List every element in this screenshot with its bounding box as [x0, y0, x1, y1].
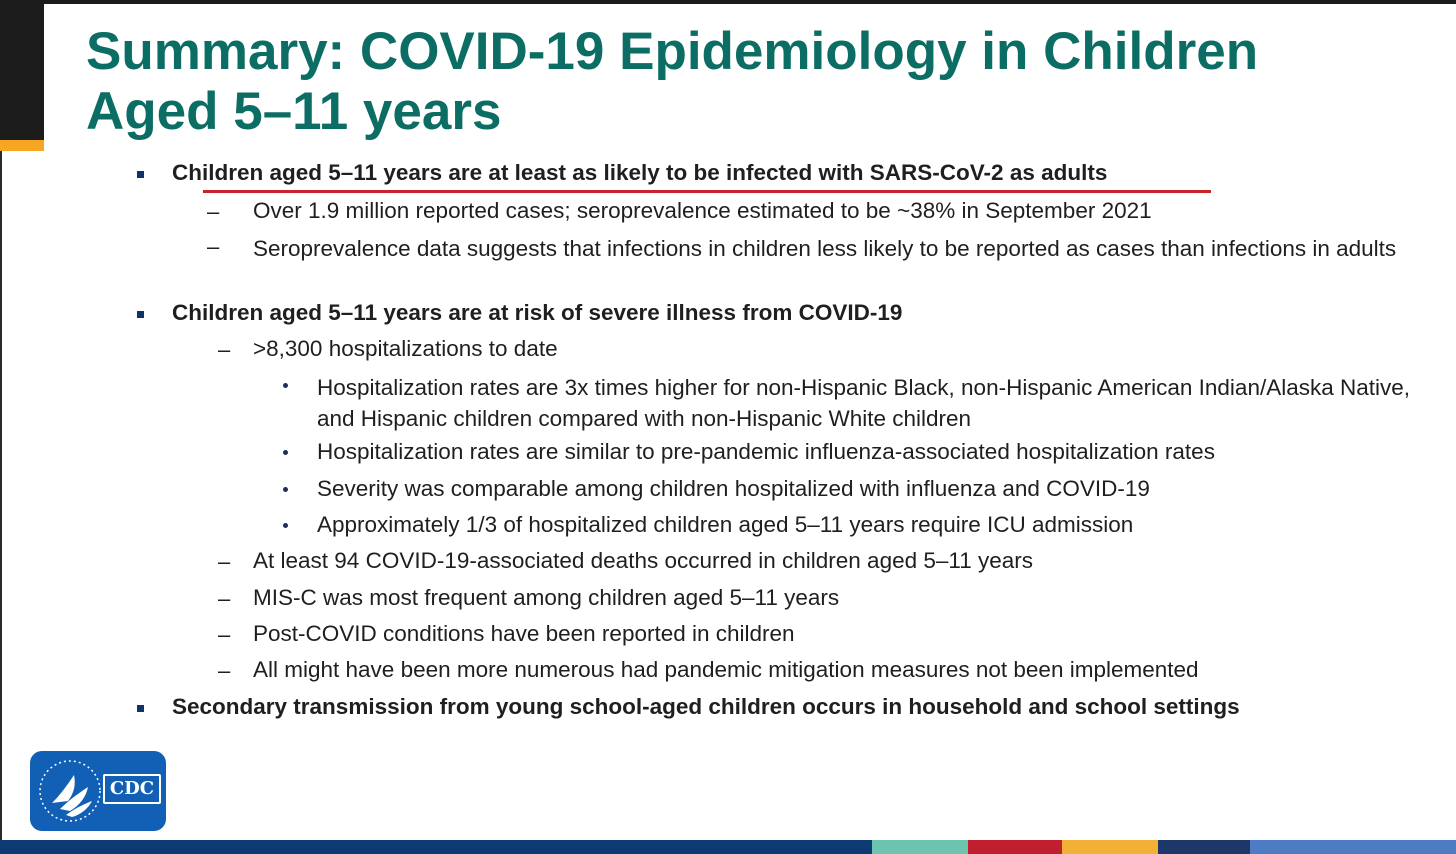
- dash-bullet-icon: –: [218, 622, 231, 647]
- footer-segment-red: [968, 840, 1062, 854]
- bullet-l2-cases: Over 1.9 million reported cases; seroprevalence estimated to be ~38% in September 2021: [253, 198, 1152, 223]
- footer-segment-blue: [1250, 840, 1456, 854]
- square-bullet-icon: [137, 171, 144, 178]
- dash-bullet-icon: –: [218, 586, 231, 611]
- bullet-l2-post-covid: Post-COVID conditions have been reported in children: [253, 621, 795, 646]
- cdc-logo-label: CDC: [103, 774, 161, 804]
- dash-bullet-icon: –: [218, 549, 231, 574]
- bullet-l2-mis-c: MIS-C was most frequent among children aged 5–11 years: [253, 585, 840, 610]
- bullet-l2-mitigation: All might have been more numerous had pandemic mitigation measures not been implemented: [253, 657, 1199, 682]
- dot-bullet-icon: [283, 523, 288, 528]
- footer-segment-teal: [872, 840, 968, 854]
- bullet-l1-infection: Children aged 5–11 years are at least as likely to be infected with SARS-CoV-2 as adults: [172, 160, 1108, 185]
- footer-segment-navy: [0, 840, 872, 854]
- footer-color-bar: [0, 840, 1456, 854]
- bullet-l1-transmission: Secondary transmission from young school-aged children occurs in household and school settings: [172, 694, 1240, 719]
- dash-bullet-icon: –: [207, 199, 220, 224]
- bullet-l2-seroprevalence: Seroprevalence data suggests that infections in children less likely to be reported as cases than infections in adults: [253, 236, 1397, 261]
- dash-bullet-icon: –: [207, 234, 220, 259]
- dot-bullet-icon: [283, 383, 288, 388]
- footer-segment-gold: [1062, 840, 1158, 854]
- square-bullet-icon: [137, 311, 144, 318]
- bullet-l2-hospitalizations: >8,300 hospitalizations to date: [253, 336, 558, 361]
- square-bullet-icon: [137, 705, 144, 712]
- footer-segment-dark-navy: [1158, 840, 1250, 854]
- dot-bullet-icon: [283, 487, 288, 492]
- slide-title-line1: Summary: COVID-19 Epidemiology in Children: [86, 22, 1259, 81]
- bullet-l3-severity: Severity was comparable among children hospitalized with influenza and COVID-19: [317, 476, 1150, 501]
- slide-title-line2: Aged 5–11 years: [86, 82, 502, 141]
- dash-bullet-icon: –: [218, 658, 231, 683]
- bullet-l3-rates-similar: Hospitalization rates are similar to pre-pandemic influenza-associated hospitalization rates: [317, 439, 1215, 464]
- bullet-l2-deaths: At least 94 COVID-19-associated deaths occurred in children aged 5–11 years: [253, 548, 1034, 573]
- dot-bullet-icon: [283, 450, 288, 455]
- bullet-l1-severe-illness: Children aged 5–11 years are at risk of severe illness from COVID-19: [172, 300, 903, 325]
- bullet-l3-icu: Approximately 1/3 of hospitalized children aged 5–11 years require ICU admission: [317, 512, 1134, 537]
- bullet-l3-rates-higher: Hospitalization rates are 3x times higher for non-Hispanic Black, non-Hispanic American Indian/Alaska Native, and Hispanic children compared with non-Hispanic White children: [317, 375, 1411, 431]
- dash-bullet-icon: –: [218, 337, 231, 362]
- highlight-underline: [203, 190, 1211, 193]
